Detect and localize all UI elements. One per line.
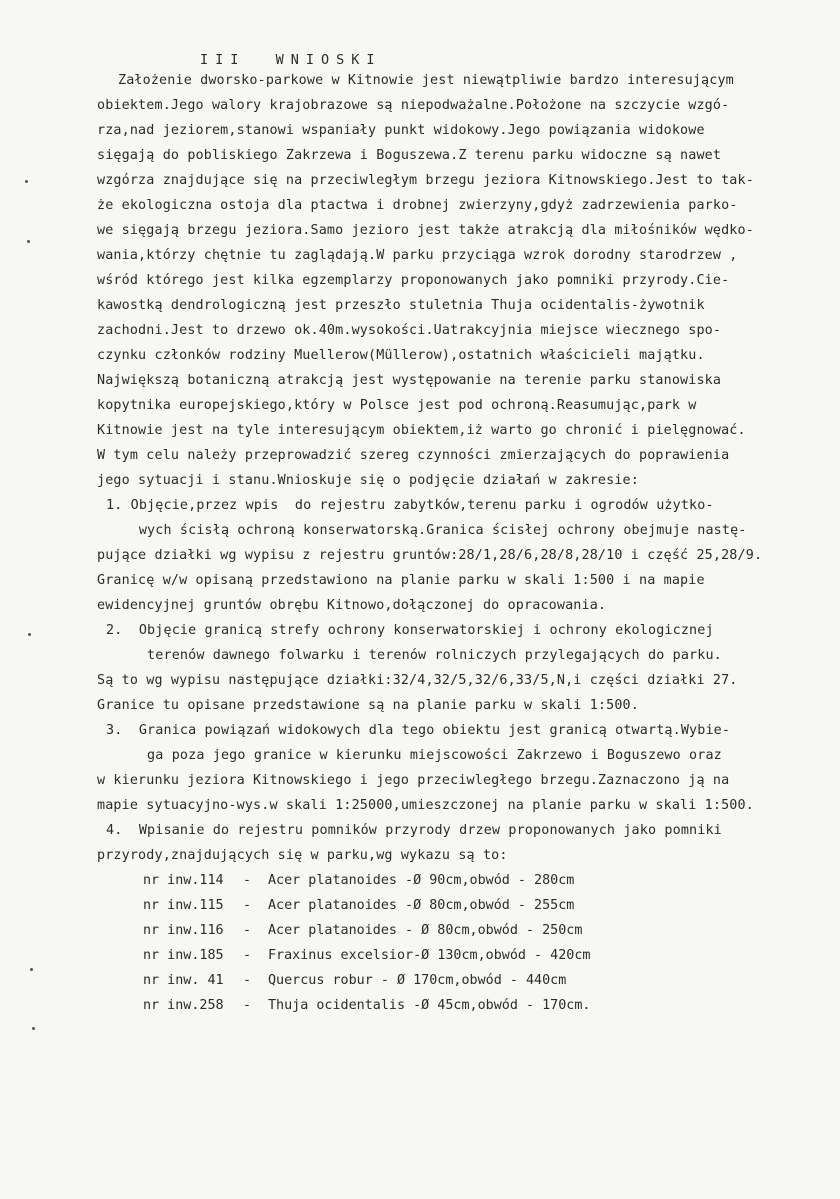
tree-row — [143, 998, 591, 1078]
tree-description: Acer platanoides - Ø 80cm,obwód - 250cm — [268, 923, 583, 938]
text-line: obiektem.Jego walory krajobrazowe są niepodważalne.Położone na szczycie wzgó- — [97, 98, 730, 113]
section-heading: III WNIOSKI — [200, 52, 382, 68]
tree-separator: - — [243, 998, 252, 1013]
text-line: wzgórza znajdujące się na przeciwległym brzegu jeziora Kitnowskiego.Jest to tak- — [97, 173, 754, 188]
text-line: terenów dawnego folwarku i terenów rolniczych przylegających do parku. — [106, 648, 722, 663]
tree-inventory-number: nr inw.115 — [143, 898, 224, 913]
text-line: Założenie dworsko-parkowe w Kitnowie jest niewątpliwie bardzo interesującym — [118, 73, 734, 88]
tree-description: Acer platanoides -Ø 80cm,obwód - 255cm — [268, 898, 575, 913]
text-line: Granice tu opisane przedstawione są na planie parku w skali 1:500. — [97, 698, 639, 713]
text-line: wania,którzy chętnie tu zaglądają.W parku przyciąga wzrok dorodny starodrzew , — [97, 248, 738, 263]
tree-inventory-number: nr inw.258 — [143, 998, 224, 1013]
text-line: we sięgają brzegu jeziora.Samo jezioro jest także atrakcją dla miłośników wędko- — [97, 223, 754, 238]
scan-speck — [27, 240, 30, 243]
text-line: Granicę w/w opisaną przedstawiono na planie parku w skali 1:500 i na mapie — [97, 573, 705, 588]
tree-separator: - — [243, 948, 252, 963]
scan-speck — [32, 1027, 35, 1030]
text-line: ewidencyjnej gruntów obrębu Kitnowo,dołączonej do opracowania. — [97, 598, 607, 613]
text-line: mapie sytuacyjno-wys.w skali 1:25000,umieszczonej na planie parku w skali 1:500. — [97, 798, 754, 813]
tree-inventory-number: nr inw.185 — [143, 948, 224, 963]
text-line: rza,nad jeziorem,stanowi wspaniały punkt widokowy.Jego powiązania widokowe — [97, 123, 705, 138]
tree-description: Fraxinus excelsior-Ø 130cm,obwód - 420cm — [268, 948, 591, 963]
tree-description: Acer platanoides -Ø 90cm,obwód - 280cm — [268, 873, 575, 888]
scan-speck — [28, 633, 31, 636]
text-line: przyrody,znajdujących się w parku,wg wykazu są to: — [97, 848, 508, 863]
scan-speck — [25, 180, 28, 183]
text-line: Są to wg wypisu następujące działki:32/4,32/5,32/6,33/5,N,i części działki 27. — [97, 673, 738, 688]
text-line: kawostką dendrologiczną jest przeszło stuletnia Thuja ocidentalis-żywotnik — [97, 298, 705, 313]
tree-separator: - — [243, 873, 252, 888]
text-line: jego sytuacji i stanu.Wnioskuje się o podjęcie działań w zakresie: — [97, 473, 639, 488]
tree-separator: - — [243, 973, 252, 988]
list-item-2: 2. Objęcie granicą strefy ochrony konserwatorskiej i ochrony ekologicznej — [106, 623, 714, 638]
tree-separator: - — [243, 898, 252, 913]
list-item-3: 3. Granica powiązań widokowych dla tego obiektu jest granicą otwartą.Wybie- — [106, 723, 731, 738]
text-line: czynku członków rodziny Muellerow(Müllerow),ostatnich właścicieli majątku. — [97, 348, 705, 363]
list-item-1: 1. Objęcie,przez wpis do rejestru zabytków,terenu parku i ogrodów użytko- — [106, 498, 714, 513]
list-item-4: 4. Wpisanie do rejestru pomników przyrody drzew proponowanych jako pomniki — [106, 823, 722, 838]
text-line: że ekologiczna ostoja dla ptactwa i drobnej zwierzyny,gdyż zadrzewienia parko- — [97, 198, 738, 213]
text-line: pujące działki wg wypisu z rejestru gruntów:28/1,28/6,28/8,28/10 i część 25,28/9. — [97, 548, 763, 563]
text-line: wśród którego jest kilka egzemplarzy proponowanych jako pomniki przyrody.Cie- — [97, 273, 730, 288]
text-line: W tym celu należy przeprowadzić szereg czynności zmierzających do poprawienia — [97, 448, 730, 463]
tree-inventory-number: nr inw.116 — [143, 923, 224, 938]
tree-inventory-number: nr inw. 41 — [143, 973, 224, 988]
text-line: zachodni.Jest to drzewo ok.40m.wysokości.Uatrakcyjnia miejsce wiecznego spo- — [97, 323, 722, 338]
tree-inventory-number: nr inw.114 — [143, 873, 224, 888]
tree-description: Quercus robur - Ø 170cm,obwód - 440cm — [268, 973, 567, 988]
text-line: ga poza jego granice w kierunku miejscowości Zakrzewo i Boguszewo oraz — [106, 748, 722, 763]
text-line: wych ścisłą ochroną konserwatorską.Granica ścisłej ochrony obejmuje nastę- — [106, 523, 747, 538]
tree-description: Thuja ocidentalis -Ø 45cm,obwód - 170cm. — [268, 998, 591, 1013]
scan-speck — [30, 968, 33, 971]
text-line: Największą botaniczną atrakcją jest występowanie na terenie parku stanowiska — [97, 373, 722, 388]
text-line: Kitnowie jest na tyle interesującym obiektem,iż warto go chronić i pielęgnować. — [97, 423, 746, 438]
text-line: sięgają do pobliskiego Zakrzewa i Boguszewa.Z terenu parku widoczne są nawet — [97, 148, 722, 163]
text-line: w kierunku jeziora Kitnowskiego i jego przeciwległego brzegu.Zaznaczono ją na — [97, 773, 730, 788]
text-line: kopytnika europejskiego,który w Polsce jest pod ochroną.Reasumując,park w — [97, 398, 697, 413]
tree-separator: - — [243, 923, 252, 938]
